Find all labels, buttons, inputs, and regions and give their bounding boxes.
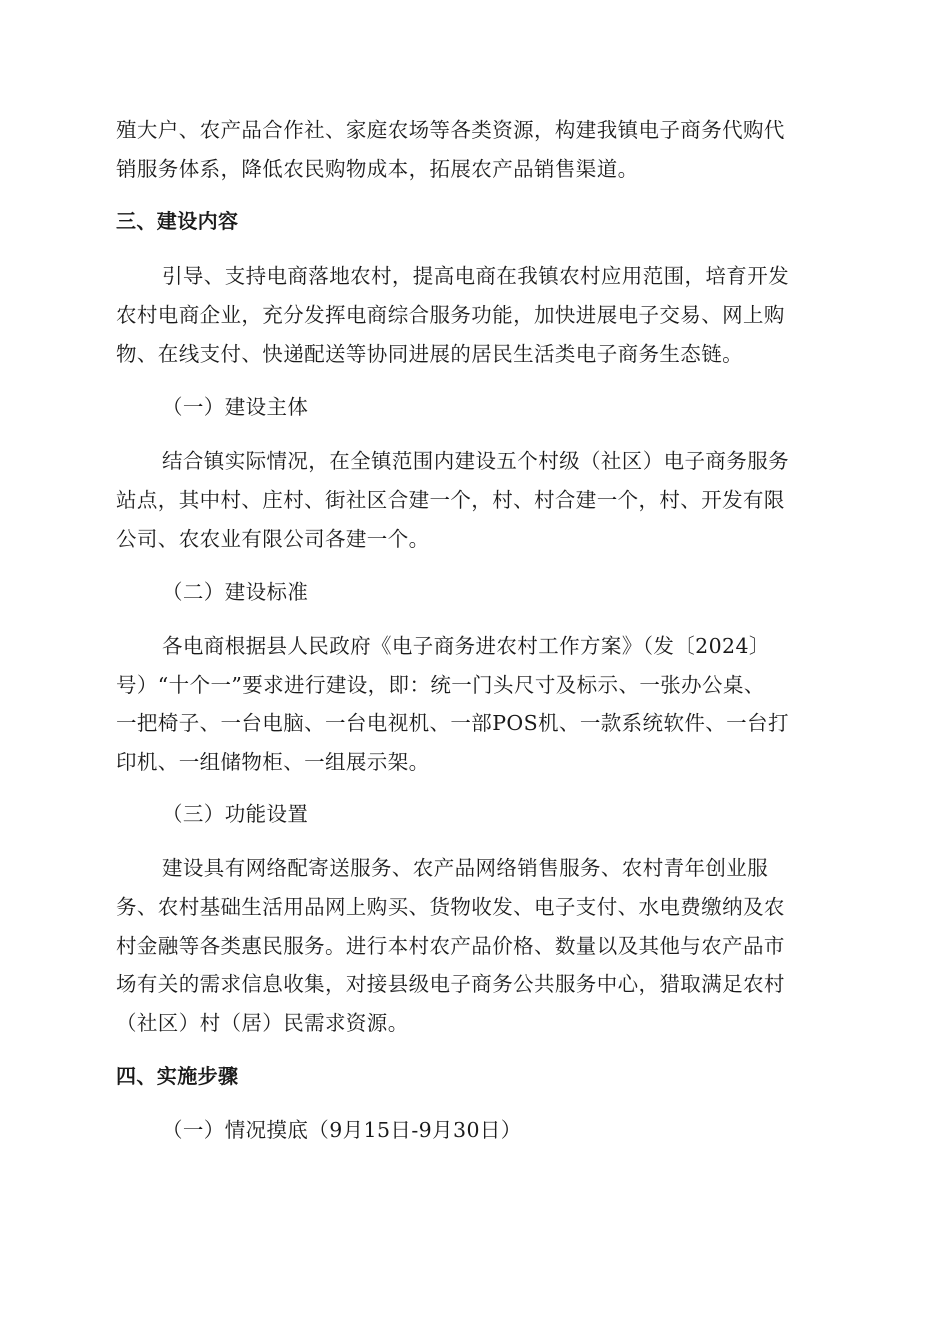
paragraph-line: 一把椅子、一台电脑、一台电视机、一部POS机、一款系统软件、一台打 — [116, 711, 789, 735]
paragraph-line: 销服务体系，降低农民购物成本，拓展农产品销售渠道。 — [116, 157, 639, 181]
paragraph-line: 印机、一组储物柜、一组展示架。 — [116, 750, 430, 774]
paragraph-line: 物、在线支付、快递配送等协同进展的居民生活类电子商务生态链。 — [116, 342, 743, 366]
paragraph-line: 建设具有网络配寄送服务、农产品网络销售服务、农村青年创业服 — [162, 856, 769, 880]
paragraph-line: 各电商根据县人民政府《电子商务进农村工作方案》（发〔2024〕 — [162, 634, 770, 658]
paragraph-line: 殖大户、农产品合作社、家庭农场等各类资源，构建我镇电子商务代购代 — [116, 118, 785, 142]
paragraph-line: 结合镇实际情况，在全镇范围内建设五个村级（社区）电子商务服务 — [162, 449, 789, 473]
subsection-heading: （一）情况摸底（9月15日-9月30日） — [162, 1118, 522, 1142]
section-heading: 四、实施步骤 — [116, 1064, 239, 1088]
paragraph-line: 引导、支持电商落地农村，提高电商在我镇农村应用范围，培育开发 — [162, 264, 789, 288]
paragraph-line: 公司、农农业有限公司各建一个。 — [116, 527, 430, 551]
paragraph-line: 站点，其中村、庄村、街社区合建一个，村、村合建一个，村、开发有限 — [116, 488, 785, 512]
paragraph-line: （社区）村（居）民需求资源。 — [116, 1011, 409, 1035]
subsection-heading: （三）功能设置 — [162, 802, 309, 826]
paragraph-line: 场有关的需求信息收集，对接县级电子商务公共服务中心，猎取满足农村 — [116, 972, 785, 996]
subsection-heading: （二）建设标准 — [162, 580, 309, 604]
paragraph-line: 村金融等各类惠民服务。进行本村农产品价格、数量以及其他与农产品市 — [116, 934, 785, 958]
subsection-heading: （一）建设主体 — [162, 395, 309, 419]
paragraph-line: 农村电商企业，充分发挥电商综合服务功能，加快进展电子交易、网上购 — [116, 303, 785, 327]
section-heading: 三、建设内容 — [116, 209, 239, 233]
paragraph-line: 务、农村基础生活用品网上购买、货物收发、电子支付、水电费缴纳及农 — [116, 895, 785, 919]
paragraph-line: 号）“十个一”要求进行建设，即：统一门头尺寸及标示、一张办公桌、 — [116, 673, 765, 697]
